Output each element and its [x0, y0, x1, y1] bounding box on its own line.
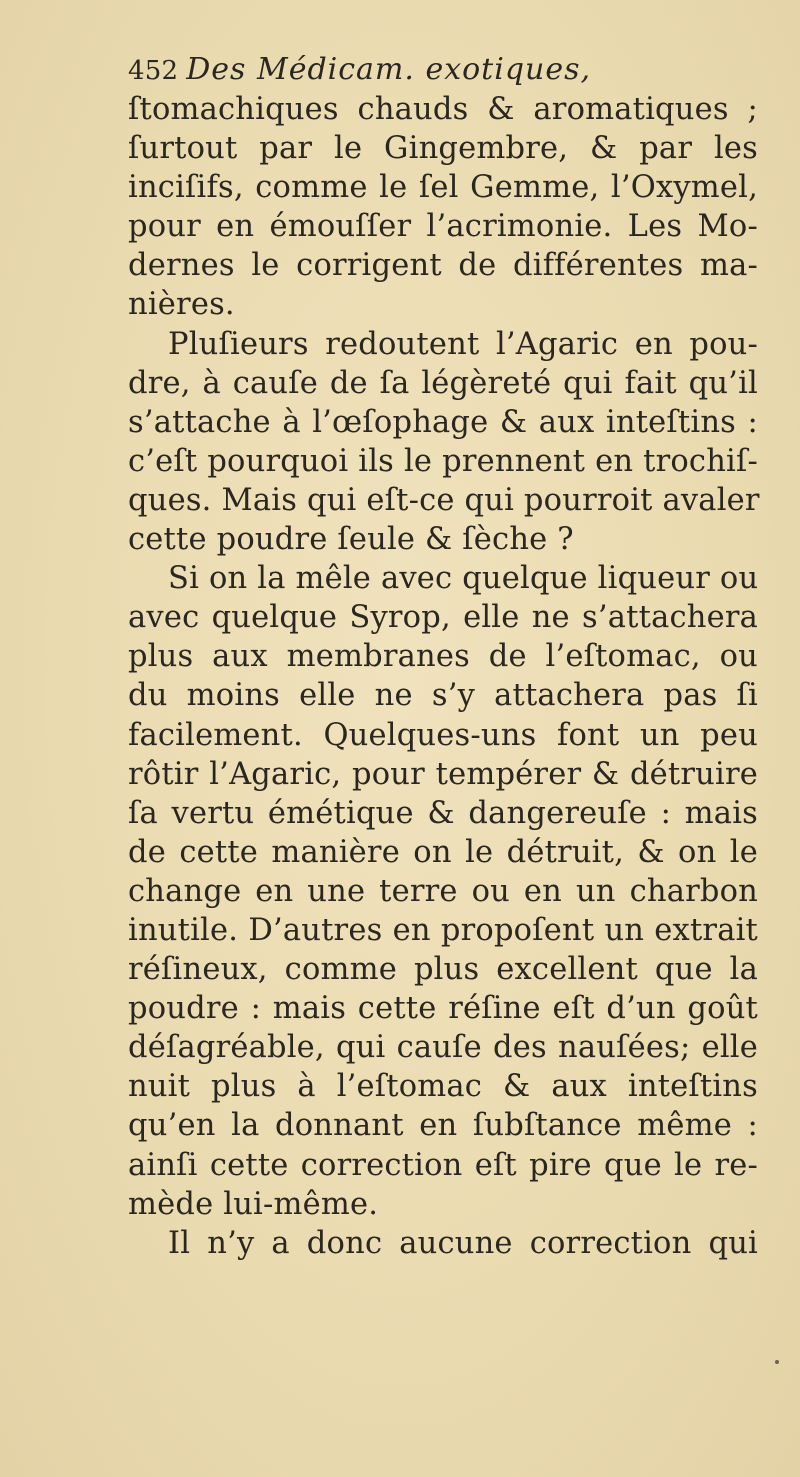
text-line: s’attache à l’œſophage & aux inteſtins :: [128, 404, 758, 440]
text-line: facilement. Quelques-uns font un peu: [128, 717, 758, 753]
text-line: nières.: [128, 287, 235, 323]
text-line: nuit plus à l’eſtomac & aux inteſtins: [128, 1069, 758, 1105]
running-head: Des Médicam. exotiques,: [186, 52, 592, 87]
text-line: de cette manière on le détruit, & on le: [128, 834, 758, 870]
text-line: ſa vertu émétique & dangereuſe : mais: [128, 795, 758, 831]
text-line: Il n’y a donc aucune correction qui: [168, 1225, 758, 1261]
page-number: 452: [128, 56, 179, 86]
text-line: du moins elle ne s’y attachera pas ſi: [128, 678, 758, 714]
text-line: mède lui-même.: [128, 1186, 379, 1222]
text-line: pour en émouſſer l’acrimonie. Les Mo-: [128, 209, 758, 245]
text-line: dernes le corrigent de différentes ma-: [128, 248, 758, 284]
text-line: Si on la mêle avec quelque liqueur ou: [168, 561, 759, 597]
text-line: ainſi cette correction eſt pire que le re-: [128, 1147, 758, 1183]
text-line: Pluſieurs redoutent l’Agaric en pou-: [168, 326, 758, 362]
page-text: [128, 50, 758, 1263]
text-line: c’eſt pourquoi ils le prennent en trochiſ-: [128, 443, 758, 479]
text-line: rôtir l’Agaric, pour tempérer & détruire: [128, 756, 758, 792]
text-line: inutile. D’autres en propoſent un extrait: [128, 912, 758, 948]
text-line: ſtomachiques chauds & aromatiques ;: [128, 92, 758, 127]
text-line: dre, à cauſe de ſa légèreté qui fait qu’il: [128, 365, 758, 401]
text-line: qu’en la donnant en ſubſtance même :: [128, 1108, 758, 1144]
text-line: inciſifs, comme le ſel Gemme, l’Oxymel,: [128, 170, 758, 206]
paper-speck: [775, 1360, 779, 1364]
text-line: réſineux, comme plus excellent que la: [128, 952, 758, 988]
text-line: poudre : mais cette réſine eſt d’un goût: [128, 991, 758, 1027]
running-header: [128, 50, 758, 90]
body-text: [128, 90, 758, 1263]
text-line: change en une terre ou en un charbon: [128, 873, 758, 909]
text-line: plus aux membranes de l’eſtomac, ou: [128, 639, 758, 675]
text-line: ques. Mais qui eſt-ce qui pourroit avaler: [128, 482, 760, 518]
text-line: ſurtout par le Gingembre, & par les: [128, 131, 758, 167]
text-line: avec quelque Syrop, elle ne s’attachera: [128, 600, 758, 636]
text-line: déſagréable, qui cauſe des nauſées; elle: [128, 1030, 758, 1066]
text-line: cette poudre ſeule & ſèche ?: [128, 522, 574, 558]
